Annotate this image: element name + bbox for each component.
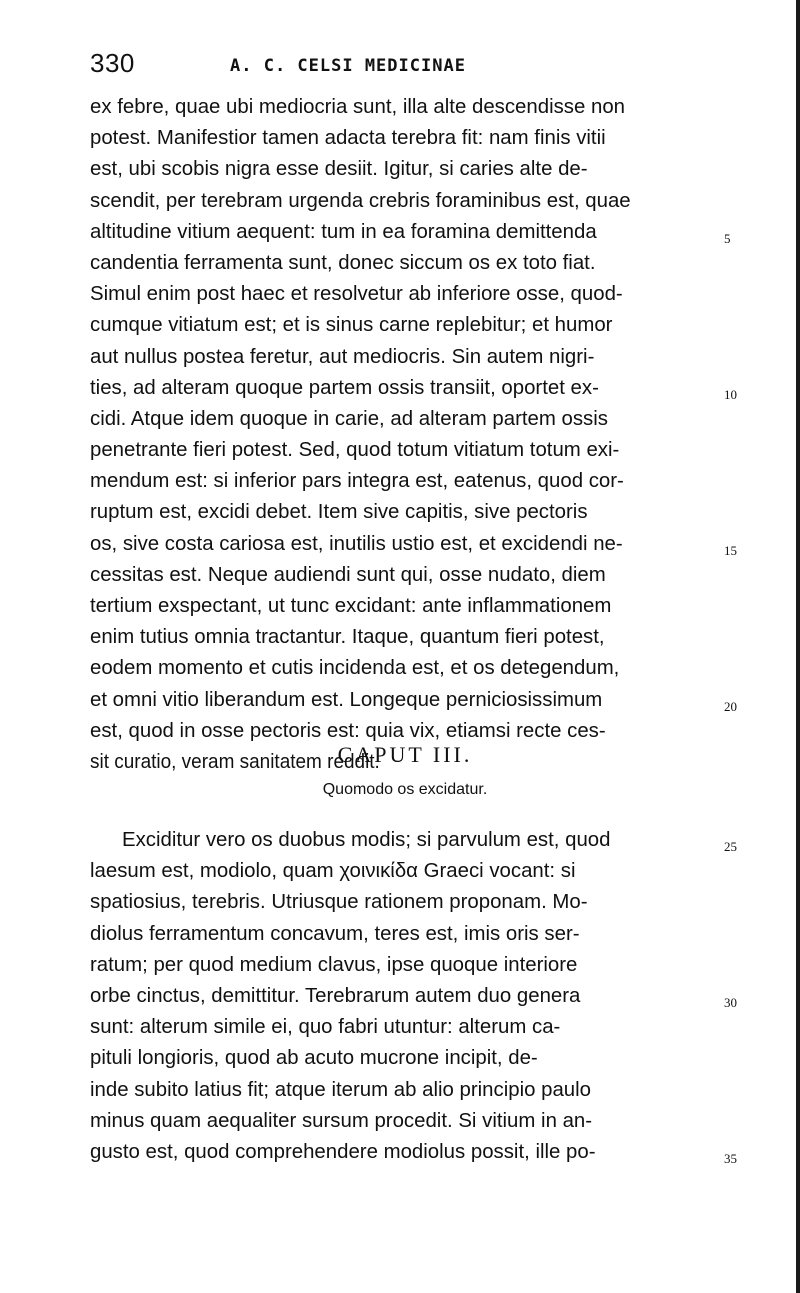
line-text: pituli longioris, quod ab acuto mucrone incipit, de-	[90, 1047, 538, 1070]
line-text: gusto est, quod comprehendere modiolus possit, ille po-	[90, 1140, 596, 1163]
line-text: ruptum est, excidi debet. Item sive capitis, sive pectoris	[90, 501, 588, 524]
text-line	[90, 560, 720, 591]
chapter-title: CAPUT III.	[337, 742, 473, 767]
text-line	[90, 373, 737, 404]
text-line	[90, 685, 737, 716]
line-text: ratum; per quod medium clavus, ipse quoque interiore	[90, 953, 578, 976]
line-text: mendum est: si inferior pars integra est, eatenus, quod cor-	[90, 470, 624, 493]
text-line	[90, 186, 720, 217]
text-line	[90, 217, 731, 248]
line-text: laesum est, modiolo, quam χοινικίδα Graeci vocant: si	[90, 860, 576, 883]
line-text: Simul enim post haec et resolvetur ab inferiore osse, quod-	[90, 283, 623, 306]
line-text: ties, ad alteram quoque partem ossis transiit, oportet ex-	[90, 376, 599, 399]
text-line	[90, 591, 720, 622]
line-text: scendit, per terebram urgenda crebris foraminibus est, quae	[90, 189, 631, 212]
text-line	[90, 466, 720, 497]
text-line	[90, 981, 737, 1012]
margin-line-number: 30	[724, 994, 737, 1010]
text-block-1	[90, 92, 737, 778]
text-line	[90, 1012, 720, 1043]
line-text: cidi. Atque idem quoque in carie, ad alteram partem ossis	[90, 407, 608, 430]
text-line	[90, 825, 737, 856]
line-text: altitudine vitium aequent: tum in ea foramina demittenda	[90, 220, 597, 243]
text-line	[90, 887, 720, 918]
text-line	[90, 404, 720, 435]
line-text: eodem momento et cutis incidenda est, et os detegendum,	[90, 657, 620, 680]
margin-line-number: 10	[724, 386, 737, 402]
text-line	[90, 248, 720, 279]
line-text: inde subito latius fit; atque iterum ab alio principio paulo	[90, 1078, 592, 1101]
chapter-subtitle: Quomodo os excidatur.	[322, 781, 488, 798]
line-text: potest. Manifestior tamen adacta terebra fit: nam finis vitii	[90, 127, 606, 150]
margin-line-number: 20	[724, 698, 737, 714]
line-text: spatiosius, terebris. Utriusque rationem proponam. Mo-	[90, 891, 588, 914]
page-number: 330	[90, 48, 135, 78]
text-line	[90, 1106, 720, 1137]
line-text: os, sive costa cariosa est, inutilis ustio est, et excidendi ne-	[90, 532, 623, 555]
text-line	[90, 1075, 720, 1106]
text-line	[90, 1043, 720, 1074]
text-line	[90, 435, 720, 466]
margin-line-number: 35	[724, 1150, 737, 1166]
line-text: est, ubi scobis nigra esse desiit. Igitur, si caries alte de-	[90, 158, 588, 181]
margin-line-number: 5	[724, 230, 731, 246]
line-text: penetrante fieri potest. Sed, quod totum vitiatum totum exi-	[90, 439, 620, 462]
text-line	[90, 950, 720, 981]
text-line	[90, 279, 720, 310]
text-line	[90, 92, 720, 123]
line-text: sit curatio, veram sanitatem reddit.	[90, 750, 380, 773]
text-line	[90, 310, 720, 341]
line-text: cessitas est. Neque audiendi sunt qui, osse nudato, diem	[90, 563, 606, 586]
page-edge-border	[796, 0, 800, 1293]
text-line	[90, 154, 720, 185]
margin-line-number: 25	[724, 839, 737, 854]
text-line	[90, 529, 737, 560]
text-line	[90, 1137, 737, 1168]
running-head: A. C. CELSI MEDICINAE	[230, 56, 466, 76]
line-text: aut nullus postea feretur, aut mediocris. Sin autem nigri-	[90, 345, 595, 368]
line-text: tertium exspectant, ut tunc excidant: ante inflammationem	[90, 595, 612, 617]
text-line	[90, 123, 720, 154]
line-text: orbe cinctus, demittitur. Terebrarum autem duo genera	[90, 984, 581, 1007]
text-line	[90, 342, 720, 373]
text-block-2	[90, 825, 737, 1168]
line-text: minus quam aequaliter sursum procedit. Si vitium in an-	[90, 1109, 593, 1132]
line-text: sunt: alterum simile ei, quo fabri utuntur: alterum ca-	[90, 1016, 561, 1039]
line-text: ex febre, quae ubi mediocria sunt, illa alte descendisse non	[90, 96, 626, 118]
line-text: Exciditur vero os duobus modis; si parvulum est, quod	[122, 829, 611, 851]
text-line	[90, 497, 720, 528]
line-text: candentia ferramenta sunt, donec siccum os ex toto fiat.	[90, 251, 596, 274]
page-header	[90, 48, 710, 88]
text-line	[90, 856, 720, 887]
line-text: enim tutius omnia tractantur. Itaque, quantum fieri potest,	[90, 626, 605, 649]
text-line	[90, 622, 720, 653]
line-text: diolus ferramentum concavum, teres est, imis oris ser-	[90, 922, 580, 945]
margin-line-number: 15	[724, 542, 737, 558]
line-text: est, quod in osse pectoris est: quia vix, etiamsi recte ces-	[90, 719, 606, 742]
line-text: et omni vitio liberandum est. Longeque perniciosissimum	[90, 688, 603, 711]
line-text: cumque vitiatum est; et is sinus carne replebitur; et humor	[90, 314, 613, 337]
text-line	[90, 653, 720, 684]
text-line	[90, 919, 720, 950]
